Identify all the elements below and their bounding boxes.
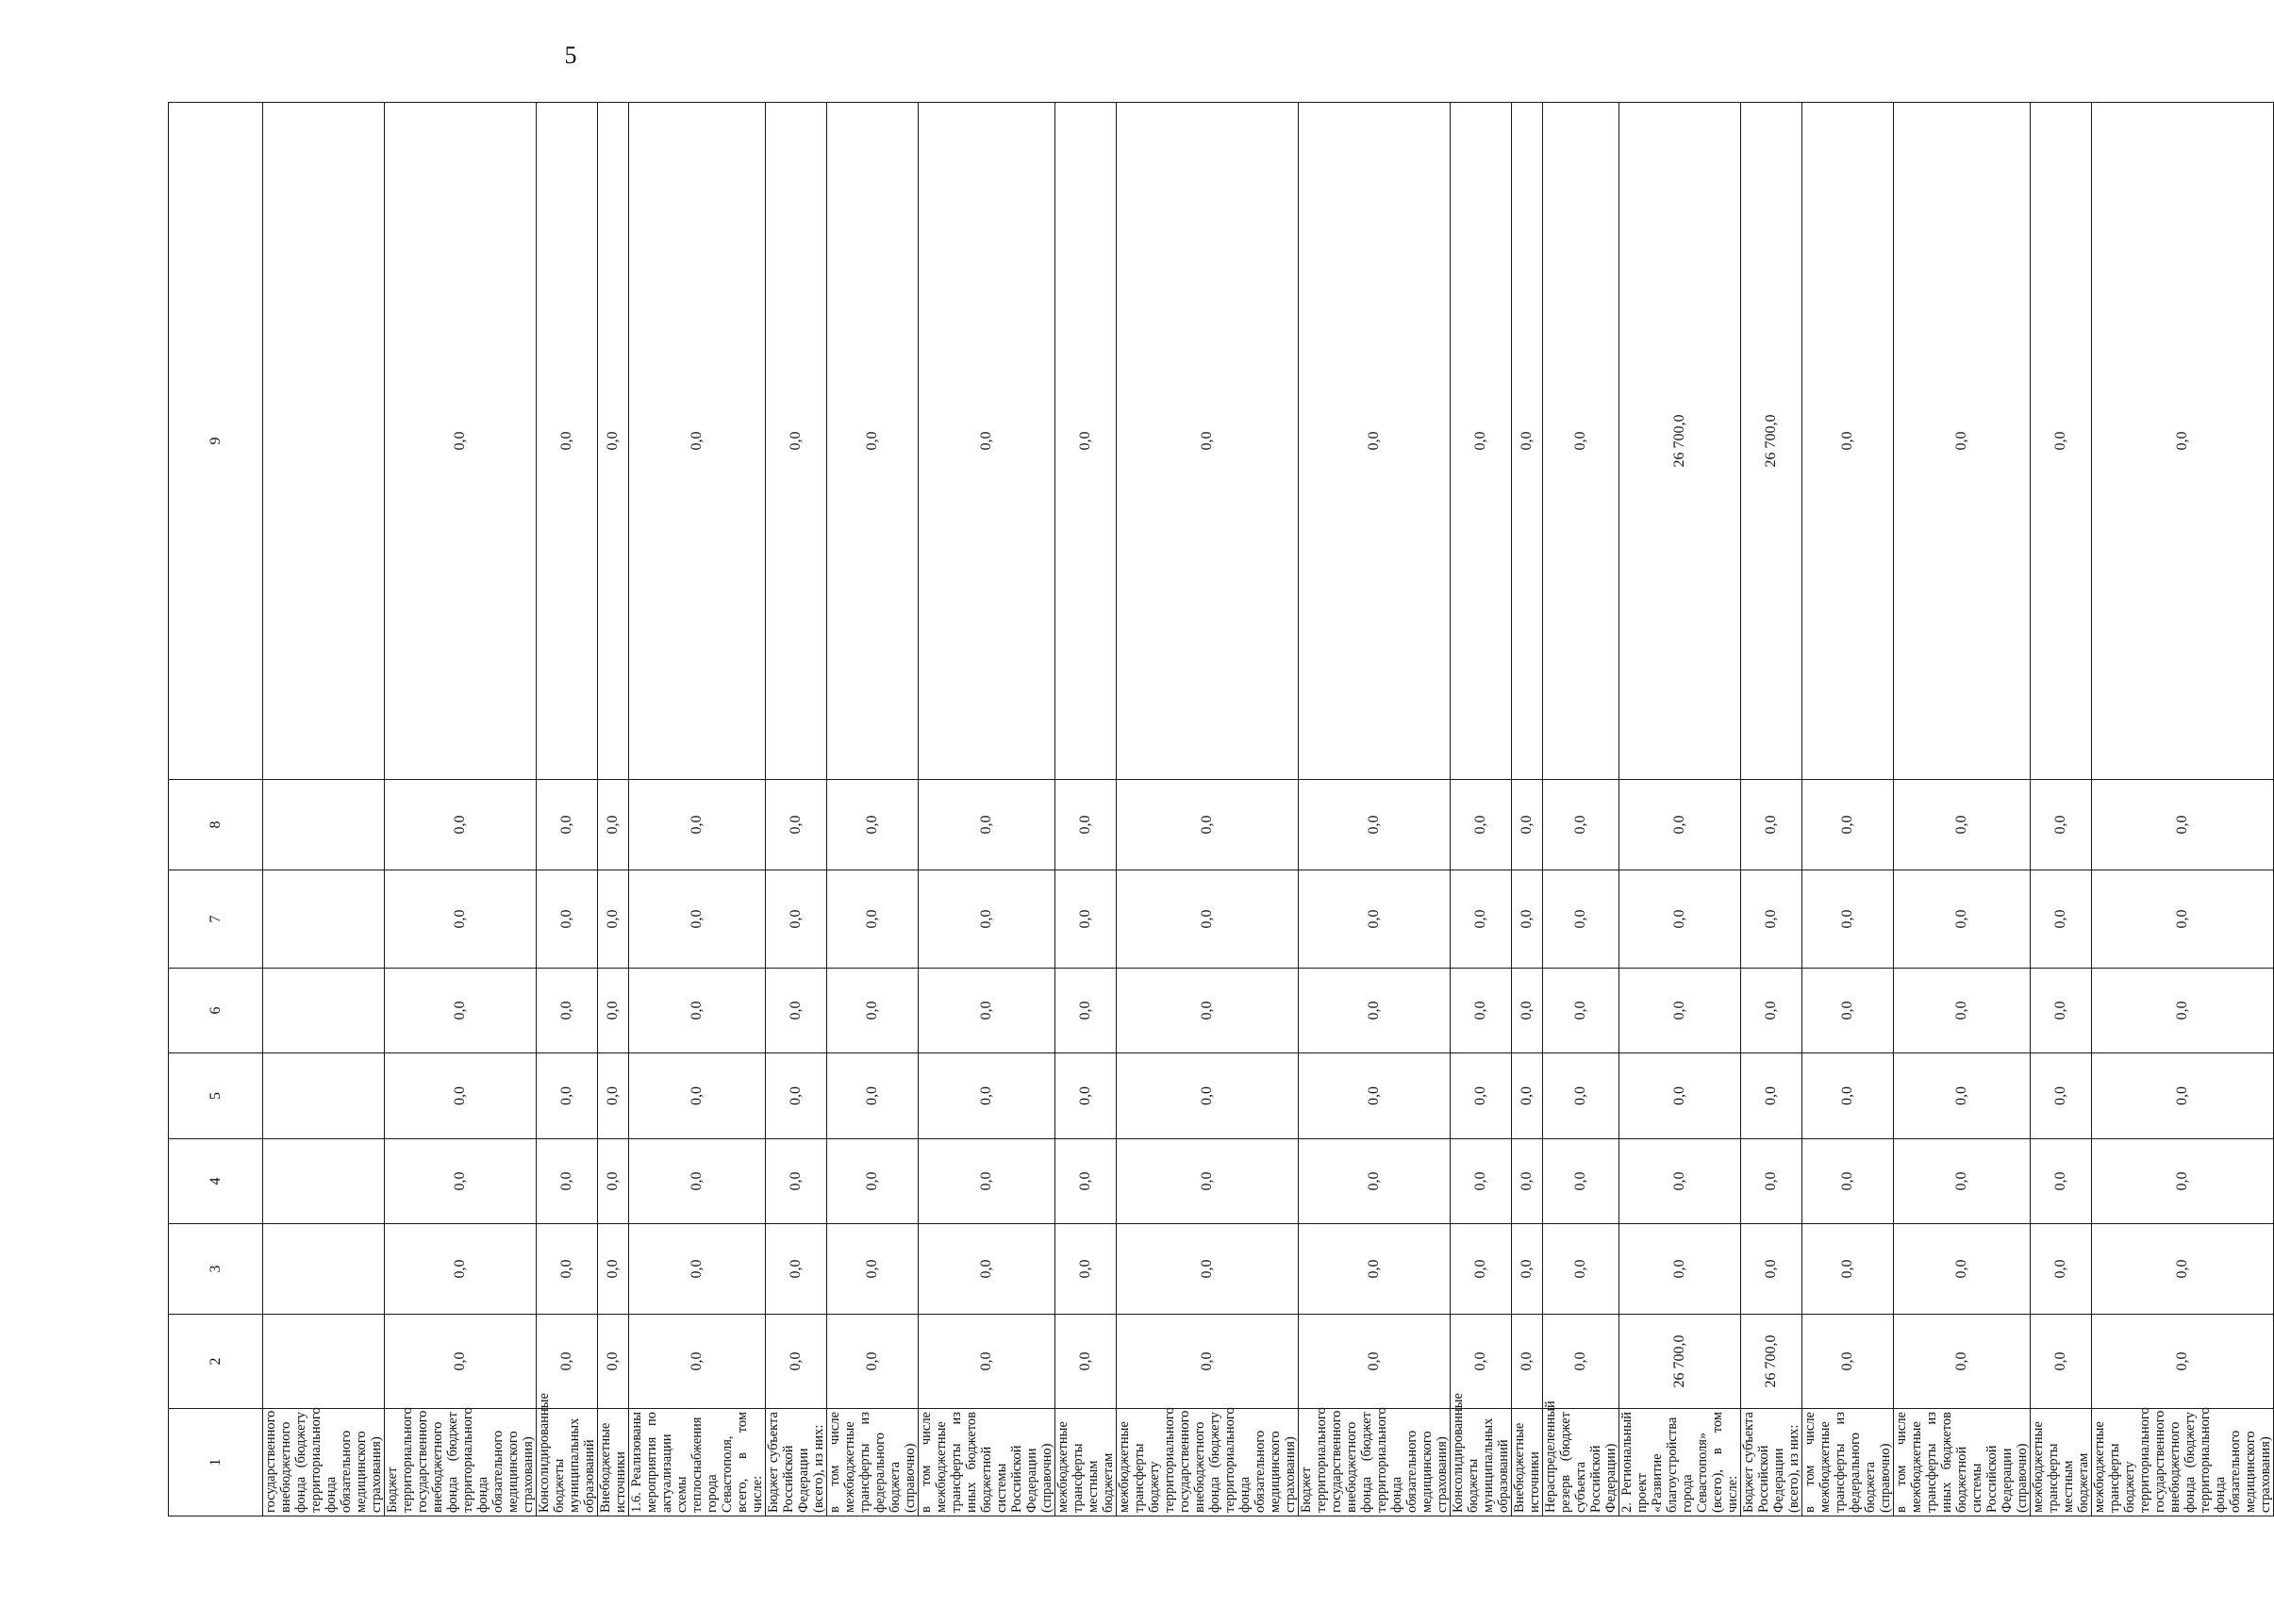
cell-col-6: 0,0 (919, 969, 1055, 1053)
cell-col-6: 0,0 (766, 969, 827, 1053)
row-label: Консолидированные бюджеты муниципальных образований (537, 1409, 598, 1516)
cell-col-4: 0,0 (766, 1139, 827, 1224)
cell-col-9: 26 700,0 (1619, 103, 1741, 780)
cell-col-2: 0,0 (2031, 1315, 2092, 1409)
cell-col-4: 0,0 (827, 1139, 919, 1224)
cell-col-6: 0,0 (1741, 969, 1802, 1053)
table-row (385, 103, 537, 1516)
cell-col-7: 0,0 (537, 870, 598, 969)
cell-col-4: 0,0 (2031, 1139, 2092, 1224)
cell-col-7: 0,0 (1543, 870, 1619, 969)
cell-col-2: 0,0 (629, 1315, 766, 1409)
cell-col-8: 0,0 (629, 780, 766, 870)
cell-col-5: 0,0 (1512, 1053, 1543, 1139)
row-label: межбюджетные трансферты бюджету территориального государственного внебюджетного фонда (бюджету территориального фонда обязательного медицинского страхования) (2092, 1409, 2274, 1516)
table-row (827, 103, 919, 1516)
column-header-1: 1 (169, 1409, 263, 1516)
cell-col-5: 0,0 (1802, 1053, 1894, 1139)
cell-col-2: 0,0 (1802, 1315, 1894, 1409)
cell-col-4: 0,0 (385, 1139, 537, 1224)
cell-col-3: 0,0 (1451, 1224, 1512, 1315)
cell-col-9: 0,0 (1894, 103, 2031, 780)
cell-col-6: 0,0 (598, 969, 629, 1053)
cell-col-9: 0,0 (537, 103, 598, 780)
cell-col-7: 0,0 (1802, 870, 1894, 969)
cell-col-8: 0,0 (1451, 780, 1512, 870)
table-row (1894, 103, 2031, 1516)
cell-col-9: 0,0 (2092, 103, 2274, 780)
cell-col-9: 0,0 (1802, 103, 1894, 780)
cell-col-3: 0,0 (1055, 1224, 1117, 1315)
cell-col-3: 0,0 (919, 1224, 1055, 1315)
cell-col-9: 0,0 (1117, 103, 1299, 780)
column-header-2: 2 (169, 1315, 263, 1409)
table-header-row (169, 103, 263, 1516)
cell-col-5: 0,0 (2031, 1053, 2092, 1139)
cell-col-2: 0,0 (766, 1315, 827, 1409)
row-label: Консолидированные бюджеты муниципальных образований (1451, 1409, 1512, 1516)
cell-col-9: 0,0 (1055, 103, 1117, 780)
cell-col-4: 0,0 (1894, 1139, 2031, 1224)
cell-col-2 (263, 1315, 385, 1409)
row-label: 2. Региональный проект «Развитие благоустройства города Севастополя» (всего), в том числе: (1619, 1409, 1741, 1516)
cell-col-7: 0,0 (1117, 870, 1299, 969)
page-number: 5 (564, 41, 577, 69)
cell-col-5: 0,0 (598, 1053, 629, 1139)
cell-col-6: 0,0 (1802, 969, 1894, 1053)
row-label: Бюджет территориального государственного внебюджетного фонда (бюджет территориального фонда обязательного медицинского страхования) (385, 1409, 537, 1516)
cell-col-6: 0,0 (537, 969, 598, 1053)
cell-col-3: 0,0 (766, 1224, 827, 1315)
cell-col-8: 0,0 (1055, 780, 1117, 870)
cell-col-7: 0,0 (1451, 870, 1512, 969)
cell-col-3: 0,0 (1512, 1224, 1543, 1315)
cell-col-2: 0,0 (385, 1315, 537, 1409)
cell-col-7 (263, 870, 385, 969)
table-row (537, 103, 598, 1516)
cell-col-4: 0,0 (537, 1139, 598, 1224)
cell-col-3: 0,0 (1894, 1224, 2031, 1315)
cell-col-8: 0,0 (1512, 780, 1543, 870)
cell-col-5: 0,0 (1451, 1053, 1512, 1139)
table-row (766, 103, 827, 1516)
row-label: в том числе межбюджетные трансферты из иных бюджетов бюджетной системы Российской Федерации (справочно) (1894, 1409, 2031, 1516)
table-row (2031, 103, 2092, 1516)
cell-col-5: 0,0 (1299, 1053, 1451, 1139)
cell-col-5: 0,0 (1894, 1053, 2031, 1139)
cell-col-8: 0,0 (598, 780, 629, 870)
cell-col-9: 0,0 (598, 103, 629, 780)
cell-col-4: 0,0 (1117, 1139, 1299, 1224)
table-row (919, 103, 1055, 1516)
cell-col-5: 0,0 (385, 1053, 537, 1139)
cell-col-9: 26 700,0 (1741, 103, 1802, 780)
cell-col-7: 0,0 (1894, 870, 2031, 969)
cell-col-4: 0,0 (919, 1139, 1055, 1224)
row-label: Внебюджетные источники (598, 1409, 629, 1516)
cell-col-5: 0,0 (1543, 1053, 1619, 1139)
cell-col-9: 0,0 (1451, 103, 1512, 780)
row-label: Внебюджетные источники (1512, 1409, 1543, 1516)
cell-col-7: 0,0 (598, 870, 629, 969)
cell-col-7: 0,0 (385, 870, 537, 969)
table-row (1055, 103, 1117, 1516)
cell-col-4: 0,0 (1512, 1139, 1543, 1224)
row-label: государственного внебюджетного фонда (бюджету территориального фонда обязательного медицинского страхования) (263, 1409, 385, 1516)
cell-col-5: 0,0 (1117, 1053, 1299, 1139)
row-label: Бюджет субъекта Российской Федерации (всего), из них: (1741, 1409, 1802, 1516)
cell-col-9: 0,0 (919, 103, 1055, 780)
cell-col-2: 0,0 (919, 1315, 1055, 1409)
row-label: в том числе межбюджетные трансферты из федерального бюджета (справочно) (1802, 1409, 1894, 1516)
cell-col-6: 0,0 (2092, 969, 2274, 1053)
cell-col-8: 0,0 (385, 780, 537, 870)
cell-col-3: 0,0 (2092, 1224, 2274, 1315)
row-label: в том числе межбюджетные трансферты из иных бюджетов бюджетной системы Российской Федерации (справочно) (919, 1409, 1055, 1516)
cell-col-4: 0,0 (1619, 1139, 1741, 1224)
cell-col-4 (263, 1139, 385, 1224)
cell-col-4: 0,0 (1451, 1139, 1512, 1224)
cell-col-9: 0,0 (1543, 103, 1619, 780)
cell-col-6 (263, 969, 385, 1053)
cell-col-3: 0,0 (2031, 1224, 2092, 1315)
cell-col-2: 0,0 (1451, 1315, 1512, 1409)
column-header-9: 9 (169, 103, 263, 780)
cell-col-3 (263, 1224, 385, 1315)
cell-col-8: 0,0 (827, 780, 919, 870)
table-row (1741, 103, 1802, 1516)
cell-col-6: 0,0 (629, 969, 766, 1053)
cell-col-2: 0,0 (2092, 1315, 2274, 1409)
cell-col-6: 0,0 (1055, 969, 1117, 1053)
cell-col-5: 0,0 (766, 1053, 827, 1139)
cell-col-2: 26 700,0 (1741, 1315, 1802, 1409)
cell-col-3: 0,0 (537, 1224, 598, 1315)
cell-col-8: 0,0 (1802, 780, 1894, 870)
cell-col-7: 0,0 (629, 870, 766, 969)
column-header-4: 4 (169, 1139, 263, 1224)
cell-col-8: 0,0 (1741, 780, 1802, 870)
table-row (1299, 103, 1451, 1516)
cell-col-2: 0,0 (537, 1315, 598, 1409)
cell-col-4: 0,0 (1741, 1139, 1802, 1224)
cell-col-3: 0,0 (1741, 1224, 1802, 1315)
cell-col-6: 0,0 (2031, 969, 2092, 1053)
cell-col-8: 0,0 (537, 780, 598, 870)
cell-col-3: 0,0 (1299, 1224, 1451, 1315)
cell-col-3: 0,0 (1802, 1224, 1894, 1315)
cell-col-4: 0,0 (629, 1139, 766, 1224)
table-row (1512, 103, 1543, 1516)
cell-col-6: 0,0 (1619, 969, 1741, 1053)
cell-col-9: 0,0 (385, 103, 537, 780)
cell-col-7: 0,0 (1619, 870, 1741, 969)
cell-col-2: 0,0 (1543, 1315, 1619, 1409)
table-row (1619, 103, 1741, 1516)
cell-col-5: 0,0 (2092, 1053, 2274, 1139)
cell-col-7: 0,0 (1055, 870, 1117, 969)
cell-col-3: 0,0 (827, 1224, 919, 1315)
cell-col-8 (263, 780, 385, 870)
cell-col-8: 0,0 (1894, 780, 2031, 870)
row-label: межбюджетные трансферты бюджету территориального государственного внебюджетного фонда (бюджету территориального фонда обязательного медицинского страхования) (1117, 1409, 1299, 1516)
cell-col-3: 0,0 (1543, 1224, 1619, 1315)
row-label: Нераспределенный резерв (бюджет субъекта Российской Федерации) (1543, 1409, 1619, 1516)
cell-col-9: 0,0 (629, 103, 766, 780)
cell-col-4: 0,0 (1299, 1139, 1451, 1224)
cell-col-9: 0,0 (1299, 103, 1451, 780)
table-row (1451, 103, 1512, 1516)
cell-col-2: 0,0 (1512, 1315, 1543, 1409)
cell-col-2: 0,0 (1117, 1315, 1299, 1409)
cell-col-5 (263, 1053, 385, 1139)
budget-table (168, 102, 2274, 1516)
cell-col-2: 26 700,0 (1619, 1315, 1741, 1409)
cell-col-7: 0,0 (2092, 870, 2274, 969)
table-row (1543, 103, 1619, 1516)
cell-col-7: 0,0 (919, 870, 1055, 969)
column-header-6: 6 (169, 969, 263, 1053)
cell-col-7: 0,0 (1512, 870, 1543, 969)
column-header-7: 7 (169, 870, 263, 969)
cell-col-3: 0,0 (629, 1224, 766, 1315)
cell-col-7: 0,0 (766, 870, 827, 969)
cell-col-8: 0,0 (1117, 780, 1299, 870)
cell-col-3: 0,0 (385, 1224, 537, 1315)
cell-col-9: 0,0 (1512, 103, 1543, 780)
cell-col-9: 0,0 (766, 103, 827, 780)
cell-col-8: 0,0 (2031, 780, 2092, 870)
cell-col-6: 0,0 (385, 969, 537, 1053)
cell-col-9: 0,0 (2031, 103, 2092, 780)
cell-col-2: 0,0 (598, 1315, 629, 1409)
cell-col-6: 0,0 (1894, 969, 2031, 1053)
table-row (1802, 103, 1894, 1516)
cell-col-5: 0,0 (1741, 1053, 1802, 1139)
cell-col-2: 0,0 (827, 1315, 919, 1409)
cell-col-5: 0,0 (827, 1053, 919, 1139)
cell-col-3: 0,0 (1619, 1224, 1741, 1315)
cell-col-6: 0,0 (827, 969, 919, 1053)
cell-col-9 (263, 103, 385, 780)
table-row (2092, 103, 2274, 1516)
table-body (169, 103, 2274, 1516)
row-label: 1.6. Реализованы мероприятия по актуализации схемы теплоснабжения города Севастополя, всего, в том числе: (629, 1409, 766, 1516)
cell-col-3: 0,0 (1117, 1224, 1299, 1315)
cell-col-8: 0,0 (919, 780, 1055, 870)
cell-col-7: 0,0 (827, 870, 919, 969)
cell-col-5: 0,0 (537, 1053, 598, 1139)
cell-col-8: 0,0 (1619, 780, 1741, 870)
row-label: межбюджетные трансферты местным бюджетам (1055, 1409, 1117, 1516)
cell-col-7: 0,0 (2031, 870, 2092, 969)
table-row (598, 103, 629, 1516)
cell-col-5: 0,0 (1619, 1053, 1741, 1139)
cell-col-6: 0,0 (1117, 969, 1299, 1053)
cell-col-6: 0,0 (1451, 969, 1512, 1053)
cell-col-6: 0,0 (1543, 969, 1619, 1053)
cell-col-8: 0,0 (1299, 780, 1451, 870)
table-row (1117, 103, 1299, 1516)
cell-col-9: 0,0 (827, 103, 919, 780)
cell-col-2: 0,0 (1894, 1315, 2031, 1409)
row-label: Бюджет субъекта Российской Федерации (всего), из них: (766, 1409, 827, 1516)
cell-col-4: 0,0 (1055, 1139, 1117, 1224)
column-header-5: 5 (169, 1053, 263, 1139)
row-label: межбюджетные трансферты местным бюджетам (2031, 1409, 2092, 1516)
cell-col-7: 0,0 (1741, 870, 1802, 969)
cell-col-6: 0,0 (1299, 969, 1451, 1053)
cell-col-2: 0,0 (1299, 1315, 1451, 1409)
cell-col-4: 0,0 (2092, 1139, 2274, 1224)
rotated-table-container (168, 102, 2273, 1516)
cell-col-4: 0,0 (1543, 1139, 1619, 1224)
column-header-3: 3 (169, 1224, 263, 1315)
cell-col-8: 0,0 (1543, 780, 1619, 870)
cell-col-8: 0,0 (766, 780, 827, 870)
cell-col-4: 0,0 (1802, 1139, 1894, 1224)
cell-col-6: 0,0 (1512, 969, 1543, 1053)
cell-col-8: 0,0 (2092, 780, 2274, 870)
row-label: в том числе межбюджетные трансферты из федерального бюджета (справочно) (827, 1409, 919, 1516)
row-label: Бюджет территориального государственного внебюджетного фонда (бюджет территориального фонда обязательного медицинского страхования) (1299, 1409, 1451, 1516)
cell-col-2: 0,0 (1055, 1315, 1117, 1409)
cell-col-7: 0,0 (1299, 870, 1451, 969)
cell-col-4: 0,0 (598, 1139, 629, 1224)
cell-col-3: 0,0 (598, 1224, 629, 1315)
table-row (263, 103, 385, 1516)
cell-col-5: 0,0 (1055, 1053, 1117, 1139)
cell-col-5: 0,0 (919, 1053, 1055, 1139)
table-row (629, 103, 766, 1516)
cell-col-5: 0,0 (629, 1053, 766, 1139)
column-header-8: 8 (169, 780, 263, 870)
